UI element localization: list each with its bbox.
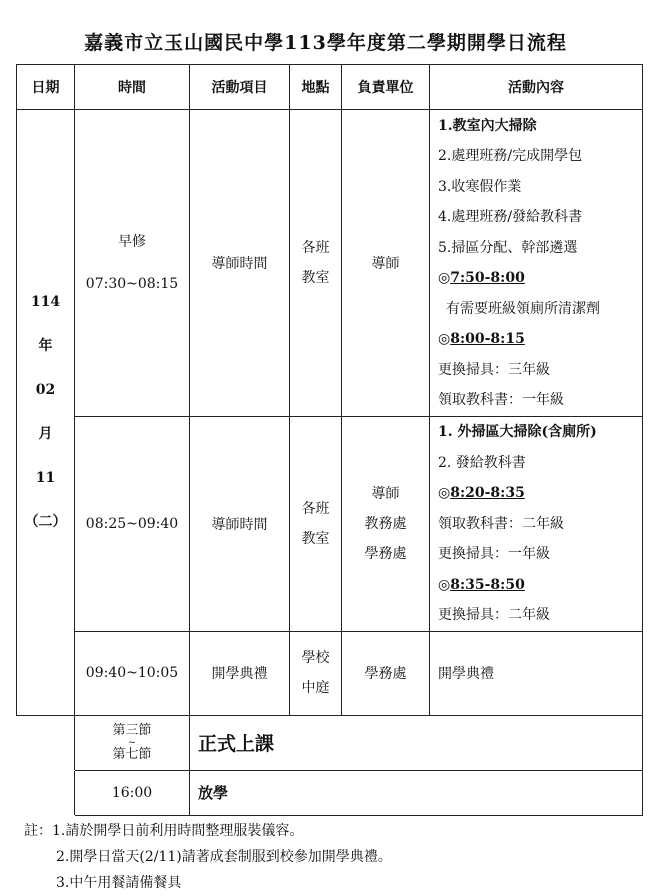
content-line: 4.處理班務/發給教科書	[438, 209, 583, 225]
time-slot	[438, 478, 642, 509]
slot-time: 8:20-8:35	[450, 485, 525, 501]
slot-mark: ◎	[438, 270, 451, 286]
content-line: 有需要班級領廁所清潔劑	[446, 300, 600, 317]
table-row	[17, 770, 643, 815]
content-line: 更換掃具：三年級	[438, 361, 550, 378]
place-line: 教室	[301, 530, 330, 547]
content-line: 更換掃具：二年級	[438, 607, 550, 623]
place-line: 中庭	[301, 680, 330, 696]
header-unit: 負責單位	[342, 65, 430, 110]
time-range: 07:30~08:15	[85, 276, 179, 292]
place-line: 學校	[301, 650, 330, 666]
place-cell	[290, 631, 342, 715]
place-cell	[290, 417, 342, 632]
content-line: 2. 發給教科書	[438, 454, 526, 471]
unit-line: 學務處	[364, 545, 407, 562]
content-line: 2.處理班務/完成開學包	[438, 148, 583, 164]
content-cell	[430, 417, 643, 632]
note-text: 1.請於開學日前利用時間整理服裝儀容。	[52, 823, 304, 839]
date-weekday: （二）	[24, 514, 67, 531]
place-line: 教室	[301, 270, 330, 286]
table-row	[17, 110, 643, 417]
period-end: 第七節	[112, 746, 152, 762]
header-date: 日期	[17, 65, 75, 110]
time-slot	[438, 570, 642, 601]
notes	[24, 818, 392, 896]
content-line: 5.掃區分配、幹部遴選	[438, 239, 578, 256]
content-cell	[430, 110, 643, 417]
time-cell	[75, 110, 190, 417]
content-line: 1.教室內大掃除	[438, 117, 537, 134]
table-row	[17, 631, 643, 715]
slot-mark: ◎	[438, 485, 451, 501]
schedule-table	[16, 64, 643, 816]
header-row	[17, 65, 643, 110]
place-line: 各班	[301, 240, 330, 256]
content-line: 領取教科書：一年級	[438, 392, 564, 408]
date-month-unit: 月	[38, 426, 53, 443]
table-row	[17, 715, 643, 770]
time-cell: 08:25~09:40	[75, 417, 190, 632]
activity-cell: 開學典禮	[190, 631, 290, 715]
content-cell: 正式上課	[190, 715, 643, 770]
date-day: 11	[35, 470, 56, 487]
unit-line: 教務處	[364, 515, 407, 532]
date-cell	[17, 110, 75, 716]
header-time: 時間	[75, 65, 190, 110]
content-line: 1. 外掃區大掃除(含廁所)	[438, 424, 597, 440]
note-label: 註：	[24, 823, 52, 839]
time-slot	[438, 263, 642, 294]
content-cell: 放學	[190, 770, 643, 815]
place-cell	[290, 110, 342, 417]
slot-mark: ◎	[438, 576, 451, 593]
table-row	[17, 417, 643, 632]
header-activity: 活動項目	[190, 65, 290, 110]
note-item: 3.中午用餐請備餐具	[56, 875, 182, 891]
note-item	[24, 818, 392, 844]
activity-cell: 導師時間	[190, 110, 290, 417]
period-label: 早修	[118, 234, 146, 250]
header-content: 活動內容	[430, 65, 643, 110]
unit-cell: 導師	[342, 110, 430, 417]
time-cell	[75, 715, 190, 770]
date-cell-empty	[17, 770, 75, 815]
slot-time: 8:35-8:50	[450, 576, 525, 593]
period-start: 第三節	[112, 722, 152, 738]
date-month: 02	[35, 382, 56, 399]
time-cell: 16:00	[75, 770, 190, 815]
page-title: 嘉義市立玉山國民中學113學年度第二學期開學日流程	[84, 32, 567, 54]
content-line: 領取教科書：二年級	[438, 515, 564, 532]
slot-time: 8:00-8:15	[450, 331, 525, 347]
date-cell-empty	[17, 715, 75, 770]
content-line: 更換掃具：一年級	[438, 546, 550, 562]
unit-cell	[342, 417, 430, 632]
date-year: 114	[30, 294, 61, 311]
note-item: 2.開學日當天(2/11)請著成套制服到校參加開學典禮。	[56, 849, 392, 865]
period-separator: ~	[128, 737, 136, 748]
time-slot	[438, 324, 642, 355]
header-place: 地點	[290, 65, 342, 110]
activity-cell: 導師時間	[190, 417, 290, 632]
slot-time: 7:50-8:00	[450, 270, 525, 286]
place-line: 各班	[301, 500, 330, 517]
unit-cell: 學務處	[342, 631, 430, 715]
time-cell: 09:40~10:05	[75, 631, 190, 715]
content-cell: 開學典禮	[430, 631, 643, 715]
unit-line: 導師	[371, 485, 400, 502]
content-line: 3.收寒假作業	[438, 178, 522, 195]
date-year-unit: 年	[38, 338, 53, 355]
slot-mark: ◎	[438, 331, 451, 347]
